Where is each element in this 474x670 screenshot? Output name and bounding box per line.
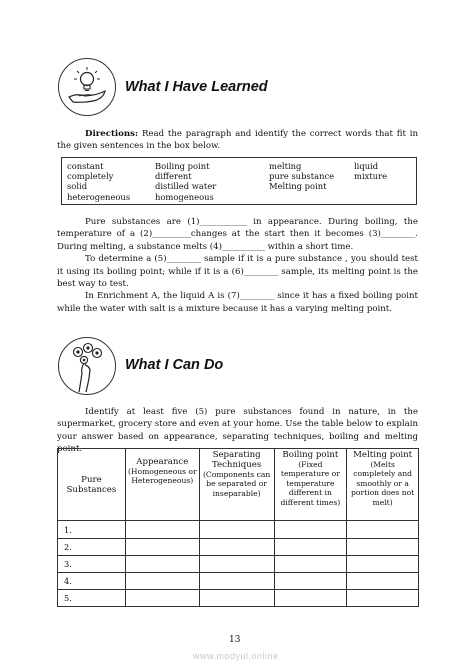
instructions-text: Identify at least five (5) pure substances found in nature, in the supermarket, grocery store and even at your home. Use the table below to explain your answer based on appearance, separating techniques, boiling and melting point. [57, 407, 418, 455]
answer-table-wrap [57, 448, 419, 607]
answer-cell[interactable] [199, 573, 274, 590]
word: Boiling point [155, 161, 210, 171]
answer-cell[interactable] [125, 556, 199, 573]
directions-label: Directions: [85, 129, 139, 139]
paragraph-1: Pure substances are (1)___________ in appearance. During boiling, the temperature of a (2)_________changes at the start then it becomes (3)________. During melting, a substance melts (4)__________ within a short time. [57, 217, 418, 252]
answer-cell[interactable] [347, 521, 419, 539]
word-box [61, 157, 417, 205]
answer-cell[interactable] [274, 590, 347, 607]
section-title-learned: What I Have Learned [125, 79, 268, 95]
answer-cell[interactable] [347, 556, 419, 573]
word: melting [269, 161, 302, 171]
word: mixture [354, 171, 388, 182]
header-separating-techniques [199, 449, 274, 521]
table-row [58, 590, 419, 607]
row-number: 5. [58, 590, 126, 607]
word: homogeneous [155, 191, 214, 202]
answer-cell[interactable] [347, 539, 419, 556]
header-sublabel: (Melts completely and smoothly or a portion does not melt) [351, 460, 415, 507]
row-number: 4. [58, 573, 126, 590]
word: solid [67, 181, 88, 192]
directions [57, 128, 418, 153]
word-column-2 [155, 161, 216, 202]
answer-cell[interactable] [199, 521, 274, 539]
header-label: Appearance [136, 457, 189, 467]
section-title-cando: What I Can Do [125, 357, 224, 373]
table-row [58, 539, 419, 556]
answer-cell[interactable] [199, 590, 274, 607]
word: liquid [354, 161, 379, 171]
paragraph-3: In Enrichment A, the liquid A is (7)________ since it has a fixed boiling point while the water with salt is a mixture because it has a varying melting point. [57, 291, 418, 314]
header-boiling-point [274, 449, 347, 521]
word-column-1 [67, 161, 130, 202]
answer-table [57, 448, 419, 607]
answer-cell[interactable] [274, 556, 347, 573]
directions-text: Read the paragraph and identify the correct words that fit in the given sentences in the box below. [57, 129, 418, 152]
table-row [58, 521, 419, 539]
header-sublabel: (Components can be separated or inseparable) [202, 470, 271, 498]
word: distilled water [155, 181, 217, 192]
word: pure substance [269, 171, 335, 182]
table-row [58, 573, 419, 590]
answer-cell[interactable] [125, 521, 199, 539]
table-row [58, 556, 419, 573]
answer-cell[interactable] [199, 539, 274, 556]
word: constant [67, 161, 104, 171]
word: completely [67, 171, 114, 182]
word-column-3 [269, 161, 334, 192]
header-melting-point [347, 449, 419, 521]
row-number: 3. [58, 556, 126, 573]
header-label: Pure Substances [66, 474, 117, 495]
header-appearance [125, 449, 199, 521]
answer-cell[interactable] [199, 556, 274, 573]
watermark: www.modyul.online [193, 651, 279, 661]
header-sublabel: (Fixed temperature or temperature different in different times) [280, 460, 341, 507]
answer-cell[interactable] [347, 573, 419, 590]
table-header-row [58, 449, 419, 521]
header-pure-substances [58, 449, 126, 521]
paragraph-2: To determine a (5)________ sample if it is a pure substance , you should test it using its boiling point; while if it is a (6)________ sample, its melting point is the best way to test. [57, 254, 418, 290]
row-number: 2. [58, 539, 126, 556]
lightbulb-hand-icon [58, 58, 116, 116]
answer-cell[interactable] [125, 573, 199, 590]
word-column-4 [354, 161, 387, 181]
answer-cell[interactable] [274, 539, 347, 556]
answer-cell[interactable] [125, 539, 199, 556]
header-label: Boiling point [282, 450, 339, 460]
answer-cell[interactable] [347, 590, 419, 607]
header-label: Melting point [353, 450, 413, 460]
header-label: Separating Techniques [211, 450, 262, 470]
word: different [155, 171, 192, 182]
page-number: 13 [229, 635, 241, 645]
word: Melting point [269, 181, 327, 192]
row-number: 1. [58, 521, 126, 539]
fill-in-paragraphs [57, 216, 418, 315]
gears-hand-icon [58, 337, 116, 395]
header-sublabel: (Homogeneous or Heterogeneous) [127, 467, 197, 486]
answer-cell[interactable] [274, 573, 347, 590]
word: heterogeneous [67, 191, 131, 202]
answer-cell[interactable] [274, 521, 347, 539]
answer-cell[interactable] [125, 590, 199, 607]
